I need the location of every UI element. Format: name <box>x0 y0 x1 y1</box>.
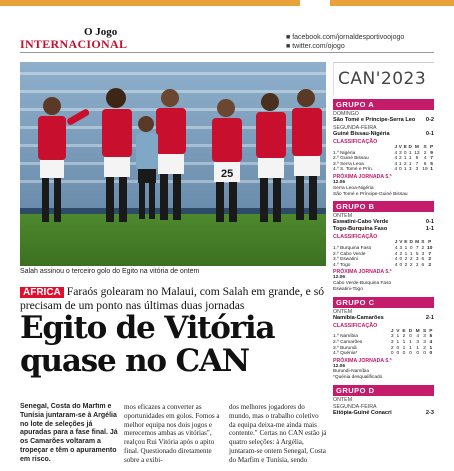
group-header: GRUPO A <box>333 99 434 110</box>
match-score: 2-3 <box>425 410 434 417</box>
stat-cell: 1 <box>398 161 402 167</box>
next-round-label: PRÓXIMA JORNADA 5.ª <box>333 173 392 180</box>
photo-caption: Salah assinou o terceiro golo do Egito na vitória de ontem <box>20 268 200 275</box>
stat-cell: 2 <box>415 262 419 268</box>
article-body <box>20 403 326 471</box>
top-color-bar-right <box>330 0 454 6</box>
stat-cell: 0 <box>399 257 403 263</box>
can-standings-sidebar <box>333 62 434 471</box>
match-teams: Togo-Burquina Faso <box>333 226 388 233</box>
stat-cell: 0 <box>423 351 426 357</box>
team-name: 2.º Cabo Verde <box>333 251 366 257</box>
headline-line-1: Egito de Vitória <box>20 310 275 346</box>
standings-label: CLASSIFICAÇÃO <box>333 234 378 241</box>
standings-header-cell: V <box>398 145 402 150</box>
match-teams: Namíbia-Camarões <box>333 314 384 321</box>
day-label: SEGUNDA-FEIRA <box>333 125 377 131</box>
next-fixture: Serra Leoa-Nigéria <box>333 185 374 191</box>
stat-cell: 3 <box>416 339 420 345</box>
top-color-bar <box>0 0 454 6</box>
next-round-date: 12.06 <box>333 363 346 369</box>
match-score: 0-1 <box>425 219 434 226</box>
match-teams: Guiné Bissau-Nigéria <box>333 131 390 137</box>
stat-cell: 2 <box>404 257 408 263</box>
standings-table <box>333 145 434 173</box>
day-label: ONTEM <box>333 213 353 220</box>
stat-cell: 3 <box>390 339 394 345</box>
standings-header-cell: V <box>399 240 403 246</box>
standings-header-cell: E <box>404 240 408 246</box>
match-teams: Eswatini-Cabo Verde <box>333 219 389 226</box>
team-name: 3.º Burundi <box>333 345 357 351</box>
group-block <box>333 385 434 417</box>
stat-cell: 2 <box>409 262 413 268</box>
team-name: 4.º Togo <box>333 262 351 268</box>
stat-cell: 1 <box>409 339 412 345</box>
stat-cell: 4 <box>394 150 398 156</box>
standings-table <box>333 329 434 357</box>
day-label: SEGUNDA-FEIRA <box>333 404 377 411</box>
match-score: 1-1 <box>425 226 434 233</box>
standings-table <box>333 240 434 268</box>
stat-cell: 7 <box>430 156 433 162</box>
stat-cell: 4 <box>394 161 398 167</box>
stat-cell: 0 <box>396 345 400 351</box>
stat-cell: 4 <box>429 339 433 345</box>
stat-cell: 19 <box>422 167 428 173</box>
next-fixture: *Quénia desqualificado <box>333 375 383 381</box>
stat-cell: 3 <box>408 167 412 173</box>
stat-cell: 3 <box>399 245 403 251</box>
stat-cell: 7 <box>428 251 432 257</box>
group-block <box>333 201 434 292</box>
stat-cell: 0 <box>396 351 400 357</box>
match-photo-art <box>20 62 326 266</box>
standings-header-cell: D <box>408 145 412 150</box>
stat-cell: 4 <box>394 245 398 251</box>
match-score: 0-1 <box>425 131 434 137</box>
team-name: 3.º Eswatini <box>333 257 358 263</box>
stat-cell: 2 <box>409 257 413 263</box>
stat-cell: 4 <box>394 167 398 173</box>
stat-cell: 1 <box>408 161 412 167</box>
match-teams: São Tomé e Príncipe-Serra Leo <box>333 117 416 123</box>
twitter-link[interactable]: ■ twitter.com/ojogo <box>286 43 345 50</box>
section-title: INTERNACIONAL <box>20 37 128 51</box>
article-column-1: Senegal, Costa do Marfim e Tunísia juntaram-se à Argélia no lote de seleções já apuradas para a fase final. Já os Camarões voltaram a tropeçar e têm o apuramento em risco. <box>20 403 118 463</box>
stat-cell: 8 <box>415 156 419 162</box>
team-name: 1.º Namíbia <box>333 334 358 340</box>
stat-cell: 1 <box>404 251 408 257</box>
stat-cell: 1 <box>429 345 433 351</box>
match-result <box>333 226 434 233</box>
next-round-date: 12.06 <box>333 179 346 185</box>
facebook-link[interactable]: ■ facebook.com/jornaldesportivoojogo <box>286 34 405 41</box>
stat-cell: 2 <box>403 161 407 167</box>
twitter-icon: ■ <box>286 43 293 50</box>
stat-cell: 1 <box>396 334 400 340</box>
standings-header-cell: J <box>390 328 394 334</box>
article-column-2: mos eficazes a converter as oportunidades em golos. Fomos a melhor equipa nos dois jogos e merecemos ambas as vitórias", realçou Rui Vitória após o apito final. Questionado diretamente sobre a exibi- <box>124 403 220 464</box>
stat-cell: 5 <box>429 334 433 340</box>
standings-header-cell: S <box>421 240 425 246</box>
stat-cell: 4 <box>423 156 427 162</box>
stat-cell: 0 <box>398 167 402 173</box>
stat-cell: 0 <box>409 351 412 357</box>
standings-header-cell: J <box>394 240 398 246</box>
stat-cell: 6 <box>421 262 425 268</box>
stat-cell: 0 <box>399 262 403 268</box>
top-color-bar-left <box>0 0 300 6</box>
stat-cell: 3 <box>423 334 426 340</box>
stat-cell: 6 <box>423 161 427 167</box>
stat-cell: 2 <box>399 251 403 257</box>
standings-header-cell: E <box>403 145 407 150</box>
stat-cell: 4 <box>394 251 398 257</box>
stat-cell: 1 <box>403 156 407 162</box>
stat-cell: 0 <box>403 150 407 156</box>
standings-header-cell: S <box>423 145 427 150</box>
standings-header-cell: M <box>415 328 420 334</box>
can-title: CAN'2023 <box>333 62 434 95</box>
stat-cell: 2 <box>404 262 408 268</box>
stat-cell: 6 <box>421 257 425 263</box>
stat-cell: 7 <box>415 245 419 251</box>
next-fixture: São Tomé e Príncipe-Guiné Bissau <box>333 191 408 197</box>
stat-cell: 0 <box>390 351 394 357</box>
next-round-label: PRÓXIMA JORNADA 5.ª <box>333 357 392 364</box>
match-result <box>333 315 434 322</box>
standings-row <box>333 167 434 173</box>
stat-cell: 3 <box>415 167 419 173</box>
stat-cell: 2 <box>421 245 425 251</box>
facebook-icon: ■ <box>286 34 293 41</box>
match-photo <box>20 62 326 266</box>
standings-row <box>333 351 434 357</box>
stat-cell: 2 <box>423 150 427 156</box>
stat-cell: 1 <box>408 156 412 162</box>
stat-cell: 1 <box>396 339 400 345</box>
standfirst-text: Faraós golearam no Malaui, com Salah em grande, e só precisam de um ponto nas últimas duas jornadas <box>20 285 325 312</box>
team-name: 2.º Camarões <box>333 339 363 345</box>
team-name: 4.º S. Tomé e Prín. <box>333 167 374 173</box>
group-block <box>333 297 434 381</box>
social-links <box>286 33 404 51</box>
stat-cell: 1 <box>416 345 420 351</box>
match-result <box>333 219 434 226</box>
day-label: DOMINGO <box>333 111 359 117</box>
stat-cell: 3 <box>421 251 425 257</box>
standings-row <box>333 263 434 269</box>
standings-header-cell: D <box>408 328 413 334</box>
group-header: GRUPO C <box>333 297 434 308</box>
stat-cell: 2 <box>402 334 406 340</box>
match-teams: Etiópia-Guiné Conacri <box>333 410 392 417</box>
stat-cell: 0 <box>402 351 406 357</box>
next-fixture: Cabo Verde-Burquina Faso <box>333 281 392 287</box>
team-name: 2.º Guiné Bissau <box>333 156 369 162</box>
stat-cell: 3 <box>390 334 394 340</box>
standings-header-cell: E <box>402 328 406 334</box>
jersey-number: 25 <box>221 168 234 180</box>
next-fixture: Eswatini-Togo <box>333 286 363 292</box>
brand-name: O Jogo <box>84 26 118 38</box>
stat-cell: 2 <box>390 345 394 351</box>
team-name: 1.º Nigéria <box>333 150 356 156</box>
headline <box>20 312 326 378</box>
stat-cell: 5 <box>430 161 433 167</box>
article-column-3: dos melhores jogadores do mundo, mas o trabalho coletivo da equipa deixa-me ainda mais contente." Certas no CAN estão já quatro seleções: à Argélia, juntaram-se ontem Senegal, Costa do Marfim e Tunísia, sendo <box>229 403 326 464</box>
match-result <box>333 131 434 138</box>
standings-header-cell: S <box>423 328 427 334</box>
stat-cell: 0 <box>429 351 433 357</box>
standings-header-cell: J <box>394 145 398 150</box>
stat-cell: 1 <box>404 245 408 251</box>
match-result <box>333 410 434 417</box>
standings-label: CLASSIFICAÇÃO <box>333 139 378 145</box>
next-round-date: 12.06 <box>333 275 346 281</box>
stat-cell: 1 <box>402 339 406 345</box>
stat-cell: 0 <box>416 351 420 357</box>
day-label: ONTEM <box>333 308 353 315</box>
team-name: 4.º Quénia* <box>333 351 358 357</box>
team-name: 3.º Serra Leoa <box>333 161 364 167</box>
standfirst <box>20 285 326 312</box>
stat-cell: 4 <box>394 257 398 263</box>
stat-cell: 2 <box>428 262 432 268</box>
standings-label: CLASSIFICAÇÃO <box>333 322 378 329</box>
standings-header-cell: D <box>409 240 413 246</box>
stat-cell: 1 <box>408 150 412 156</box>
standings-header-cell: M <box>415 240 420 246</box>
headline-line-2: quase no CAN <box>20 343 249 379</box>
next-round-label: PRÓXIMA JORNADA 5.ª <box>333 269 392 276</box>
group-header: GRUPO B <box>333 201 434 212</box>
stat-cell: 1 <box>409 251 413 257</box>
stat-cell: 4 <box>394 262 398 268</box>
header-rule <box>20 52 434 53</box>
stat-cell: 3 <box>415 257 419 263</box>
match-score: 0-2 <box>425 117 434 123</box>
stat-cell: 2 <box>428 257 432 263</box>
group-block <box>333 99 434 197</box>
group-header: GRUPO D <box>333 385 434 396</box>
groups-list <box>333 99 434 417</box>
stat-cell: 1 <box>403 167 407 173</box>
stat-cell: 9 <box>430 150 433 156</box>
standings-header-cell: P <box>429 145 434 150</box>
day-label: ONTEM <box>333 397 353 404</box>
stat-cell: 4 <box>416 334 420 340</box>
standings-header-cell: P <box>429 328 433 334</box>
next-fixture: Burundi-Namíbia <box>333 369 369 375</box>
stat-cell: 2 <box>423 345 426 351</box>
stat-cell: 3 <box>398 150 402 156</box>
match-score: 2-1 <box>425 314 434 321</box>
stat-cell: 2 <box>398 156 402 162</box>
standings-header-cell: P <box>428 240 432 246</box>
stat-cell: 7 <box>415 161 419 167</box>
stat-cell: 1 <box>402 345 406 351</box>
team-name: 1.º Burquina Faso <box>333 245 372 251</box>
stat-cell: 0 <box>409 334 412 340</box>
stat-cell: 1 <box>409 345 412 351</box>
stat-cell: 13 <box>414 150 420 156</box>
stat-cell: 4 <box>394 156 398 162</box>
stat-cell: 3 <box>423 339 426 345</box>
stat-cell: 0 <box>409 245 413 251</box>
stat-cell: 1 <box>430 167 433 173</box>
kicker-label: ÁFRICA <box>20 287 64 298</box>
match-result <box>333 117 434 124</box>
stat-cell: 10 <box>427 245 433 251</box>
standings-header-cell: V <box>396 328 400 334</box>
stat-cell: 5 <box>415 251 419 257</box>
standings-header-cell: M <box>414 145 419 150</box>
